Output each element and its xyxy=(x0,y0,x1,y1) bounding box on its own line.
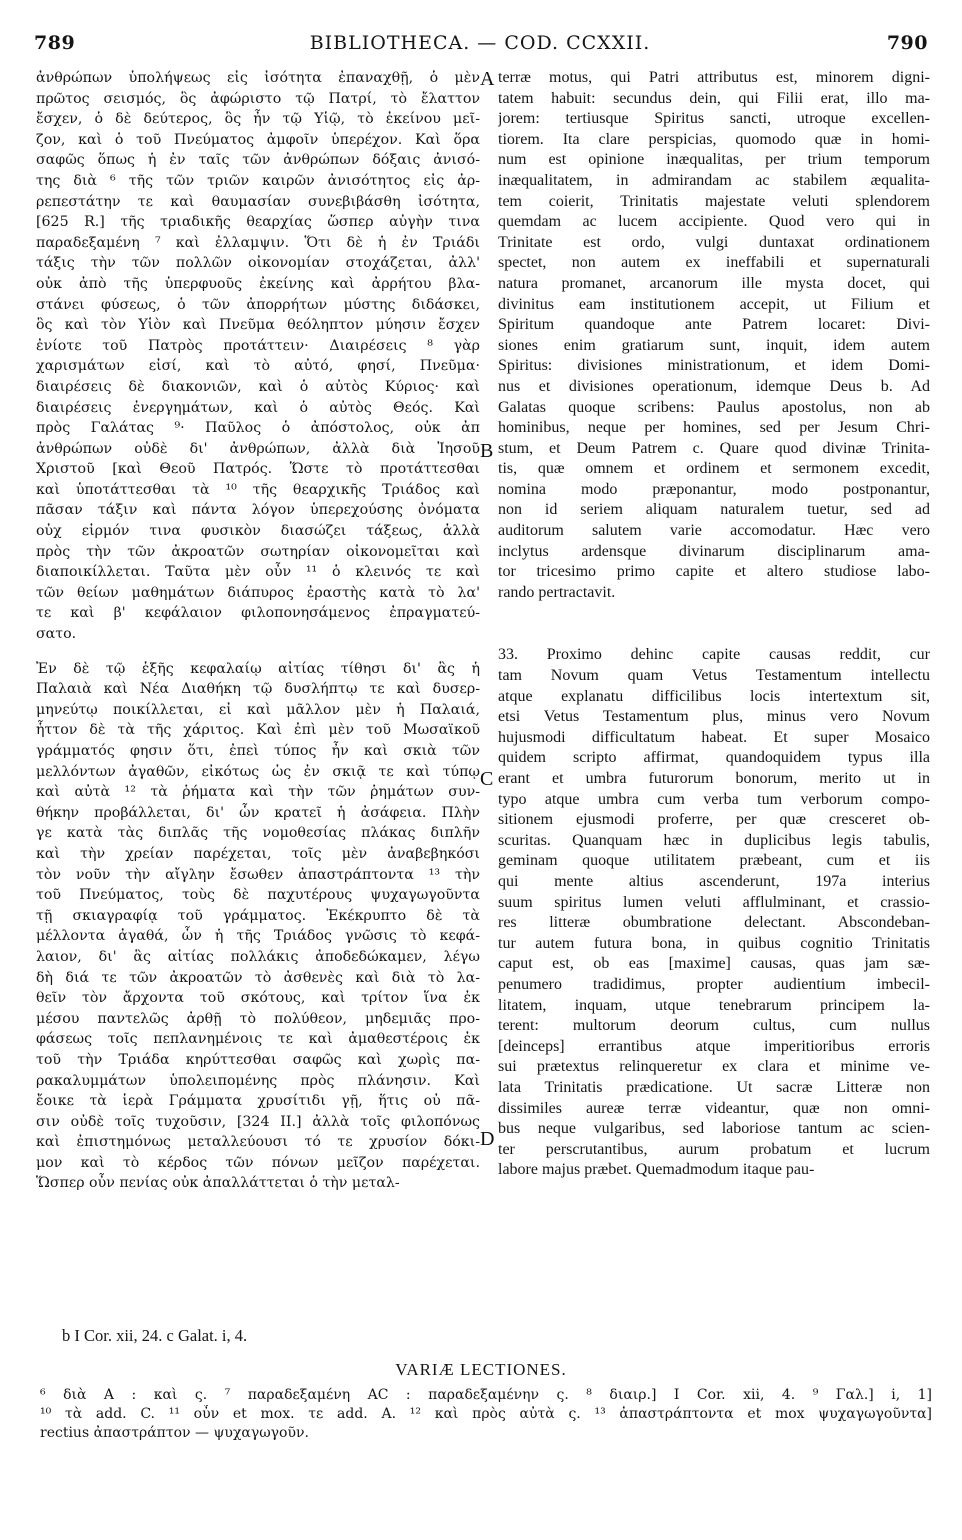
latin-text-line: Spiritus: divisiones ministrationum, et idem Domi- xyxy=(498,357,930,375)
greek-text-line: γράμματός φησιν ὅτι, ἐπεὶ τύπος ἦν καὶ σκιὰ τῶν xyxy=(36,743,480,759)
greek-text-line: τε καὶ β' κεφάλαιον φιλοπονησάμενος ἐπραγματεύ- xyxy=(36,605,480,622)
latin-text-line: non id seriem aliquam naturalem tuetur, sed ad xyxy=(498,501,930,519)
greek-text-line: χαρισμάτων εἰσί, καὶ τὸ αὐτό, φησί, Πνεῦμα· xyxy=(36,358,480,375)
latin-text-line: tem coierit, Trinitatis majestate veluti splendorem xyxy=(498,192,930,210)
latin-text-line: 33. Proximo dehinc capite causas reddit, cur xyxy=(498,646,930,664)
greek-text-line: τοῦ Πνεύματος, τοὺς δὲ παχυτέρους ψυχαγωγοῦντα xyxy=(36,887,480,904)
latin-text-line: auditorum salutem varie accomodatur. Hæc vero xyxy=(498,522,930,540)
latin-text-line: typo atque umbra cum verba tum verborum compo- xyxy=(498,790,930,808)
greek-text-line: μον καὶ τὸ κέρδος τῶν πόνων μεῖζον παρέχεται. xyxy=(36,1154,480,1171)
greek-text-line: σαφῶς ὅπως ἡ ἐν ταῖς τῶν ἀνθρώπων δόξαις ἀνισό- xyxy=(36,152,480,169)
latin-text-line: inæqualitatem, in admirandam ac stabilem æqualita- xyxy=(498,171,930,189)
greek-text-line: τῇ σκιαγραφίᾳ τοῦ γράμματος. Ἐκέκρυπτο δὲ τὰ xyxy=(36,907,480,924)
greek-text-line: θεῖν τὸν ἄρχοντα τοῦ σκότους, καὶ τρίτον ἵνα ἐκ xyxy=(36,990,480,1007)
greek-text-line: μελλόντων ἀγαθῶν, εἰκότως ὡς ἐν σκιᾷ τε καὶ τύπῳ xyxy=(36,763,480,780)
greek-text-line: λαιον, δι' ἃς αἰτίας πολλάκις ἀποδεδώκαμεν, λέγω xyxy=(36,948,480,965)
greek-text-line: ρακαλυμμάτων ὑπολειπομένης πρὸς πλάνησιν. Καὶ xyxy=(36,1072,480,1089)
margin-letter-b: B xyxy=(480,440,494,462)
greek-text-line: [625 R.] τῆς τριαδικῆς θεαρχίας ὥσπερ αὐγὴν τινα xyxy=(36,214,480,231)
page-number-left: 789 xyxy=(34,32,76,54)
latin-text-line: res litteræ obumbratione delectant. Abscondeban- xyxy=(498,914,930,932)
latin-text-line: [deinceps] errantibus atque imperitioribus erroris xyxy=(498,1037,930,1055)
greek-text-line xyxy=(36,645,480,659)
latin-text-line xyxy=(498,617,930,631)
latin-text-line: Trinitate est ordo, vulgi duntaxat ordinationem xyxy=(498,233,930,251)
greek-text-line: καὶ ἐπιστημόνως μεταλλεύουσι τό τε χρυσίον δόκι- xyxy=(36,1134,480,1151)
latin-text-line: bus neque vulgaribus, sed laboriose tantum ac scien- xyxy=(498,1120,930,1138)
greek-text-line: μέλλοντα ἀγαθά, ὧν ἡ τῆς Τριάδος γνῶσις τὸ κεφά- xyxy=(36,928,480,945)
running-title: BIBLIOTHECA. — COD. CCXXII. xyxy=(309,32,651,54)
latin-text-line: penumero tradidimus, propter audientium imbecil- xyxy=(498,975,930,993)
latin-text-line: etsi Vetus Testamentum plus, minus vero Novum xyxy=(498,708,930,726)
greek-text-line: σατο. xyxy=(36,626,77,643)
greek-text-line: καὶ ὑποτάττεσθαι τὰ ¹⁰ τῆς θεαρχικῆς Τριάδος καὶ xyxy=(36,481,480,498)
greek-text-line: ἔοικε τὰ ἱερὰ Γράμματα χρυσίτιδι γῇ, ἥτις οὐ πᾶ- xyxy=(36,1093,480,1110)
greek-text-line: Ἐν δὲ τῷ ἑξῆς κεφαλαίῳ αἰτίας τίθησι δι' ἃς ἡ xyxy=(36,660,480,677)
greek-text-line: Χριστοῦ [καὶ Θεοῦ Πατρός. Ὥστε τὸ προτάττεσθαι xyxy=(36,461,480,478)
latin-text-line: dissimiles aureæ terræ videantur, quæ non omni- xyxy=(498,1099,930,1117)
greek-text-line: πᾶσαν τάξιν καὶ πάντα λόγον ὑπερεχούσης ὀνόματα xyxy=(36,502,480,519)
latin-text-line: tam Novum quam Vetus Testamentum intellectu xyxy=(498,667,930,685)
latin-text-line: terent: multorum deorum cultus, cum nullus xyxy=(498,1017,930,1035)
latin-text-line: terræ motus, qui Patri attributus est, minorem digni- xyxy=(498,69,930,86)
latin-text-line: qui mente altius ascenderunt, 197a interius xyxy=(498,872,930,890)
greek-text-line: μηνεύτῳ ποικίλλεται, εἰ καὶ μᾶλλον μὲν ἡ Παλαιά, xyxy=(36,701,480,718)
greek-text-line: σιν οὐδὲ τοῖς τυχοῦσιν, [324 II.] ἀλλὰ τοῖς φιλοπόνως xyxy=(36,1113,480,1130)
greek-text-line: στάνει φύσεως, ὁ τῶν ἀπορρήτων μύστης διδάσκει, xyxy=(36,296,480,313)
latin-text-line: ter perscrutantibus, aurum probatum et lucrum xyxy=(498,1140,930,1158)
variae-line: ¹⁰ τὰ add. C. ¹¹ οὖν et mox. τε add. A. ¹² καὶ πρὸς αὐτὰ ς. ¹³ ἀπαστράπτοντα et mox ψυχαγωγοῦντα] xyxy=(40,1406,932,1422)
page-number-right: 790 xyxy=(886,32,928,54)
latin-text-line: scuritas. Quanquam hæc in duplicibus legis tabulis, xyxy=(498,831,930,849)
latin-text-line: erant et umbra futurorum bonorum, merito ut in xyxy=(498,770,930,787)
greek-text-line: τάξις τὴν τῶν πολλῶν οἰκονομίαν στοχάζεται, ἀλλ' xyxy=(36,255,480,272)
variae-lectiones-title: VARIÆ LECTIONES. xyxy=(395,1360,567,1379)
greek-text-line: διαιρέσεις δὲ διακονιῶν, καὶ ὁ αὐτὸς Κύριος· καὶ xyxy=(36,378,480,395)
greek-text-line: τῶν θείων μαθημάτων διάπυρος ἐραστὴς κατὰ τὸ λα' xyxy=(36,584,480,601)
latin-text-line: nomina modo præponantur, modo postponantur, xyxy=(498,480,930,498)
latin-text-line: sui prætextus relinqueretur ex clara et minime ve- xyxy=(498,1058,930,1076)
greek-text-line: πρὸς τὴν τῶν ἀκροατῶν σωτηρίαν οἰκονομεῖται καὶ xyxy=(36,543,480,560)
latin-text-line: siones enim gratiarum sunt, inquit, idem autem xyxy=(498,336,930,354)
latin-text-line: atque explanatu difficilibus locis intertextum sit, xyxy=(498,687,930,705)
latin-text-line: tur autem futura bona, in quibus cognitio Trinitatis xyxy=(498,934,930,952)
variae-line: rectius ἀπαστράπτον — ψυχαγωγοῦν. xyxy=(40,1425,309,1441)
latin-text-line: tor tricesimo primo capite et altero studiose labo- xyxy=(498,563,930,581)
latin-text-line: suum spiritus lumen veluti afflulminant, et crassio- xyxy=(498,893,930,911)
latin-text-line: spectet, non autem ex ineffabili et supernaturali xyxy=(498,254,930,272)
greek-text-line: ὃς καὶ τὸν Υἱὸν καὶ Πνεῦμα θεόληπτον μύησιν ἔσχεν xyxy=(36,317,480,334)
latin-text-line: geminam quoque utilitatem præbeant, cum et iis xyxy=(498,852,930,870)
greek-text-line: καὶ αὐτὰ ¹² τὰ ῥήματα καὶ τὴν τῶν ῥημάτων συν- xyxy=(36,784,480,801)
margin-letter-c: C xyxy=(480,768,494,790)
latin-text-column xyxy=(498,68,930,1228)
latin-text-line: stum, et Deum Patrem c. Quare quod divinæ Trinita- xyxy=(498,439,930,457)
greek-text-line: ἧττον δὲ τὰ τῆς χάριτος. Καὶ ἐπὶ μὲν τοῦ Μωσαϊκοῦ xyxy=(36,722,480,739)
latin-text-line: jorem: tertiusque Spiritus sancti, utroque excellen- xyxy=(498,110,930,128)
bible-references: b I Cor. xii, 24. c Galat. i, 4. xyxy=(62,1326,248,1345)
variae-line: ⁶ διὰ A : καὶ ς. ⁷ παραδεξαμένη AC : παραδεξαμένην ς. ⁸ διαιρ.] I Cor. xii, 4. ⁹ Γαλ.] i, 1] xyxy=(40,1387,932,1403)
greek-text-line: διαποικίλλεται. Ταῦτα μὲν οὖν ¹¹ ὁ κλεινός τε καὶ xyxy=(36,564,480,581)
latin-text-line: caput est, ob eas [maxime] causas, quas jam sæ- xyxy=(498,955,930,973)
greek-text-line: πρῶτος σεισμός, ὃς ἀφώριστο τῷ Πατρί, τὸ ἔλαττον xyxy=(36,90,480,107)
latin-text-line: labore majus præbet. Quemadmodum itaque pau- xyxy=(498,1161,815,1179)
latin-text-line: tis, quæ omnem et ordinem et sermonem excedit, xyxy=(498,460,930,478)
variae-lectiones xyxy=(40,1386,932,1443)
latin-text-line: quemdam ac lucem accipiente. Quod vero qui in xyxy=(498,213,930,231)
greek-text-line: οὐκ ἀπὸ τῆς ὑπερφυοῦς ἐκείνης καὶ ἀρρήτου βλα- xyxy=(36,275,480,292)
latin-text-line: hominibus, neque per homines, sed per Jesum Chri- xyxy=(498,419,930,437)
latin-text-line xyxy=(498,603,930,617)
margin-letter-d: D xyxy=(480,1128,495,1150)
greek-text-line: μέσου παντελῶς ἀρθῇ τὸ πολύθεον, μηδεμιᾶς προ- xyxy=(36,1010,480,1027)
latin-text-line: inclytus ardensque divinarum disciplinarum ama- xyxy=(498,542,930,560)
greek-text-line: οὐχ εἱρμόν τινα φυσικὸν διασώζει τάξεως, ἀλλὰ xyxy=(36,523,480,540)
latin-text-line: Galatas quoque scribens: Paulus apostolus, non ab xyxy=(498,398,930,416)
latin-text-line: tatem habuit: secundus dein, qui Filii erat, illo ma- xyxy=(498,89,930,107)
greek-text-line: ζον, καὶ ὁ τοῦ Πνεύματος ἀμφοῖν ὑπερέχον. Καὶ ὅρα xyxy=(36,131,480,148)
greek-text-line: διαιρέσεις ἐνεργημάτων, καὶ ὁ αὐτὸς Θεός. Καὶ xyxy=(36,399,480,416)
greek-text-column xyxy=(36,68,480,1204)
greek-text-line: γε κατὰ τὰς διπλᾶς τῆς νομοθεσίας πλάκας διπλῆν xyxy=(36,825,480,842)
latin-text-line: lata Trinitatis prædicatione. Ut sacræ Litteræ non xyxy=(498,1078,930,1096)
latin-text-line xyxy=(498,631,930,645)
greek-text-line: φάσεως τοῖς πεπλανημένοις τε καὶ ἀμαθεστέροις ἐκ xyxy=(36,1031,480,1048)
margin-letter-a: A xyxy=(480,68,495,90)
greek-text-line: δὴ διά τε τῶν ἀκροατῶν τὸ ἀσθενὲς καὶ διὰ τὸ λα- xyxy=(36,969,480,986)
latin-text-line: natura promanet, arcanorum ille mysta docet, qui xyxy=(498,274,930,292)
greek-text-line: παραδεξαμένη ⁷ καὶ ἐλλαμψιν. Ὅτι δὲ ἡ ἐν Τριάδι xyxy=(36,234,480,251)
latin-text-line: nus et divisiones operationum, idemque Deus b. Ad xyxy=(498,377,930,395)
page-header xyxy=(30,32,930,58)
latin-text-line: sitionem ejusmodi proferre, per quæ cresceret ob- xyxy=(498,811,930,829)
greek-text-line: θήκην προβάλλεται, δι' ὧν κρατεῖ ἡ ἀσάφεια. Πλὴν xyxy=(36,804,480,821)
latin-text-line: hujusmodi difficultatum habeat. Et super Mosaico xyxy=(498,728,930,746)
greek-text-line: ἀνθρώπων ὑπολήψεως εἰς ἰσότητα ἐπαναχθῇ, ὁ μὲν xyxy=(36,70,480,86)
greek-text-line: Παλαιὰ καὶ Νέα Διαθήκη τῷ δυσλήπτῳ τε καὶ δυσερ- xyxy=(36,681,480,698)
latin-text-line: Spiritum quandoque ante Patrem locaret: Divi- xyxy=(498,316,930,334)
greek-text-line: καὶ τὴν χρείαν παρέχεται, τοῖς μὲν ἀναβεβηκόσι xyxy=(36,845,480,862)
greek-text-line: Ὥσπερ οὖν πενίας οὐκ ἀπαλλάττεται ὁ τὴν μεταλ- xyxy=(36,1175,400,1192)
latin-text-line: divinitus eam institutionem accepit, ut Filium et xyxy=(498,295,930,313)
latin-text-line: tiorem. Ita clare perspicias, quomodo quæ in homi- xyxy=(498,130,930,148)
greek-text-line: ἔσχεν, ὁ δὲ δεύτερος, ὃς ἦν τῷ Υἱῷ, τὸ ἐκείνου μεῖ- xyxy=(36,111,480,128)
greek-text-line: ρεπεστάτην τε καὶ θαυμασίαν συνεβιβάσθη ἰσότητα, xyxy=(36,193,480,210)
greek-text-line: τὸν νοῦν τὴν αἴγλην ἔσωθεν ἀπαστράπτοντα ¹³ τὴν xyxy=(36,866,480,883)
latin-text-line: rando pertractavit. xyxy=(498,583,616,601)
greek-text-line: τοῦ τὴν Τριάδα κηρύττεσθαι σαφῶς καὶ χωρὶς πα- xyxy=(36,1051,480,1068)
greek-text-line: της διὰ ⁶ τῆς τῶν τριῶν καιρῶν ἀνισότητος εἰς ἀρ- xyxy=(36,172,480,189)
latin-text-line: num est opinione inæqualitas, per trium temporum xyxy=(498,151,930,169)
latin-text-line: litatem, inquam, utque tenebrarum principem la- xyxy=(498,996,930,1014)
greek-text-line: πρὸς Γαλάτας ⁹· Παῦλος ὁ ἀπόστολος, οὐκ ἀπ xyxy=(36,420,480,437)
greek-text-line: ἐνίοτε τοῦ Πατρὸς προτάττειν· Διαιρέσεις ⁸ γὰρ xyxy=(36,337,480,354)
greek-text-line: ἀνθρώπων οὐδὲ δι' ἀνθρώπων, ἀλλὰ διὰ Ἰησοῦ xyxy=(36,440,480,457)
latin-text-line: quidem scripto affirmat, quandoquidem typus illa xyxy=(498,749,930,767)
